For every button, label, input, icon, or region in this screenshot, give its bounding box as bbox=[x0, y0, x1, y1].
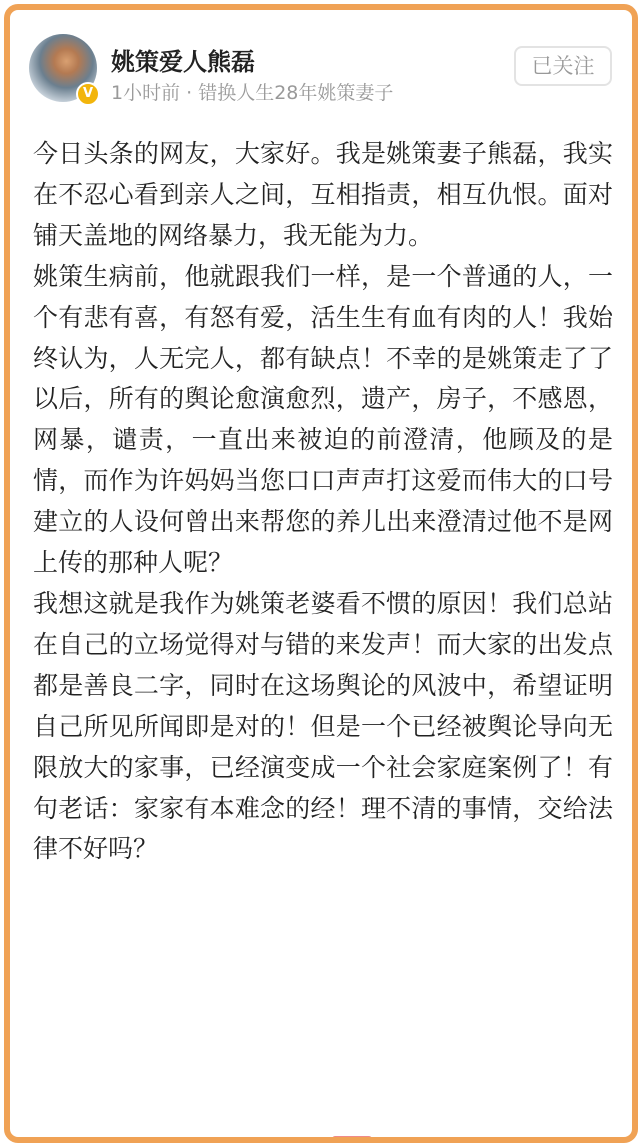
follow-button[interactable]: 已关注 bbox=[514, 46, 612, 86]
verified-badge-icon: V bbox=[76, 82, 100, 106]
post-meta: 1小时前 · 错换人生28年姚策妻子 bbox=[111, 82, 394, 104]
post-paragraph: 我想这就是我作为姚策老婆看不惯的原因！我们总站在自己的立场觉得对与错的来发声！而大家的出发点都是善良二字，同时在这场舆论的风波中，希望证明自己所见所闻即是对的！但是一个已经被舆论导向无限放大的家事，已经演变成一个社会家庭案例了！有句老话：家家有本难念的经！理不清的事情，交给法律不好吗？ bbox=[33, 588, 613, 864]
post-card bbox=[4, 4, 638, 1143]
post-paragraph: 姚策生病前，他就跟我们一样，是一个普通的人，一个有悲有喜，有怒有爱，活生生有血有肉的人！我始终认为，人无完人，都有缺点！不幸的是姚策走了了以后，所有的舆论愈演愈烈，遗产，房子，不感恩，网暴，谴责，一直出来被迫的前澄清，他顾及的是情，而作为许妈妈当您口口声声打这爱而伟大的口号建立的人设何曾出来帮您的养儿出来澄清过他不是网上传的那种人呢？ bbox=[33, 261, 613, 578]
post-body bbox=[33, 134, 613, 870]
post-paragraph: 今日头条的网友，大家好。我是姚策妻子熊磊，我实在不忍心看到亲人之间，互相指责，相互仇恨。面对铺天盖地的网络暴力，我无能为力。 bbox=[33, 139, 613, 250]
post-header bbox=[10, 10, 632, 110]
author-name[interactable]: 姚策爱人熊磊 bbox=[111, 48, 255, 76]
bottom-edge-marker bbox=[332, 1136, 372, 1143]
